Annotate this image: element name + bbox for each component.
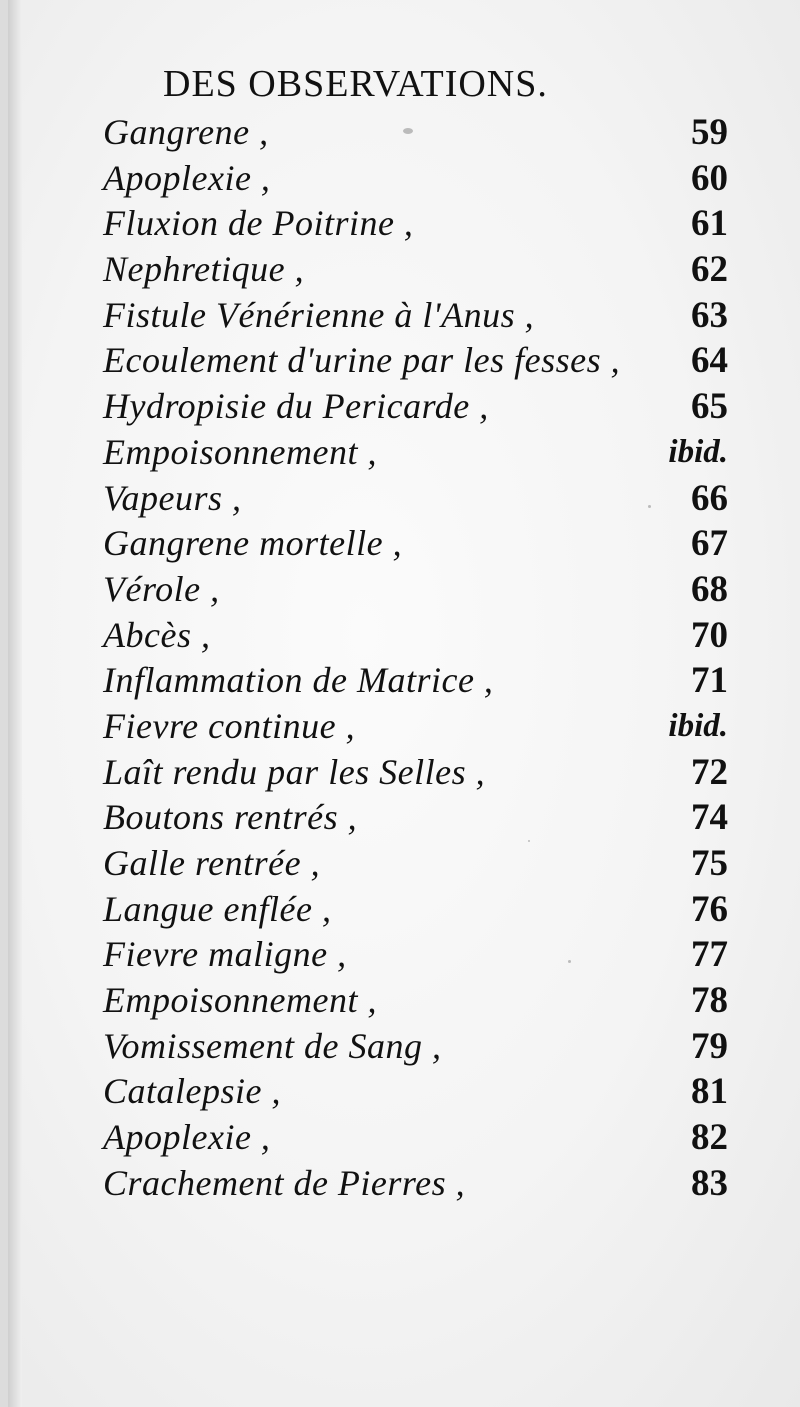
- toc-entry: [103, 201, 728, 247]
- entry-title: Laît rendu par les Selles ,: [103, 751, 486, 792]
- entry-title: Gangrene mortelle ,: [103, 523, 403, 564]
- entry-title: Crachement de Pierres ,: [103, 1162, 466, 1203]
- entry-page-number: 83: [691, 1162, 728, 1204]
- toc-entry: [103, 1115, 728, 1161]
- entry-title: Vapeurs ,: [103, 477, 242, 518]
- entry-page-number: 65: [691, 386, 728, 428]
- entry-title: Fistule Vénérienne à l'Anus ,: [103, 294, 535, 335]
- entry-title: Empoisonnement ,: [103, 980, 377, 1021]
- entry-title: Catalepsie ,: [103, 1071, 281, 1112]
- toc-entry: [103, 156, 728, 202]
- toc-entry: [103, 110, 728, 156]
- toc-entry: [103, 247, 728, 293]
- entry-title: Galle rentrée ,: [103, 843, 321, 883]
- toc-entry: [103, 521, 728, 567]
- toc-entry: [103, 841, 728, 887]
- entry-page-number: 68: [691, 568, 728, 610]
- toc-entry: [103, 1024, 728, 1070]
- entry-page-number: ibid.: [668, 707, 728, 744]
- paper-speck: [648, 505, 651, 508]
- toc-entry: [103, 1069, 728, 1115]
- entry-page-number: 70: [691, 614, 728, 656]
- entry-page-number: 74: [691, 797, 728, 839]
- entry-page-number: 75: [691, 843, 728, 884]
- toc-entry: [103, 887, 728, 933]
- paper-speck: [528, 840, 530, 842]
- toc-entry: [103, 338, 728, 384]
- toc-entry: [103, 430, 728, 476]
- toc-entry: [103, 293, 728, 339]
- book-page: [8, 0, 800, 1407]
- entry-page-number: 60: [691, 157, 728, 199]
- toc-entry: [103, 567, 728, 613]
- entry-title: Inflammation de Matrice ,: [103, 660, 494, 701]
- entry-title: Gangrene ,: [103, 112, 269, 152]
- entry-title: Nephretique ,: [103, 249, 305, 290]
- toc-entry: [103, 750, 728, 796]
- entry-page-number: 81: [691, 1071, 728, 1113]
- entry-page-number: 77: [691, 934, 728, 976]
- entry-page-number: 63: [691, 294, 728, 336]
- toc-entry: [103, 658, 728, 704]
- toc-entry: [103, 384, 728, 430]
- entry-title: Fievre maligne ,: [103, 934, 347, 975]
- entry-title: Vérole ,: [103, 568, 220, 609]
- entry-title: Fievre continue ,: [103, 705, 356, 746]
- entry-title: Apoplexie ,: [103, 1117, 271, 1158]
- paper-speck: [568, 960, 571, 963]
- entry-page-number: 78: [691, 980, 728, 1022]
- toc-entry: [103, 978, 728, 1024]
- entry-page-number: 64: [691, 340, 728, 382]
- entry-page-number: 59: [691, 112, 728, 153]
- page-gutter-shadow: [8, 0, 22, 1407]
- toc-entry: [103, 932, 728, 978]
- entry-title: Empoisonnement ,: [103, 431, 377, 472]
- entry-page-number: 67: [691, 523, 728, 565]
- entry-page-number: 66: [691, 477, 728, 519]
- paper-speck: [403, 128, 413, 134]
- entry-page-number: 82: [691, 1117, 728, 1159]
- entry-title: Langue enflée ,: [103, 888, 332, 929]
- toc-entry: [103, 613, 728, 659]
- toc-entry: [103, 704, 728, 750]
- page-header: DES OBSERVATIONS.: [163, 63, 548, 105]
- toc-entry: [103, 1161, 728, 1207]
- entry-title: Fluxion de Poitrine ,: [103, 203, 414, 244]
- entry-title: Hydropisie du Pericarde ,: [103, 386, 489, 427]
- entry-page-number: 72: [691, 751, 728, 793]
- toc-entry: [103, 795, 728, 841]
- entry-title: Boutons rentrés ,: [103, 797, 358, 838]
- table-of-contents: [103, 110, 728, 1207]
- entry-page-number: 76: [691, 888, 728, 930]
- toc-entry: [103, 476, 728, 522]
- entry-title: Ecoulement d'urine par les fesses ,: [103, 340, 621, 381]
- entry-page-number: 71: [691, 660, 728, 702]
- entry-page-number: 62: [691, 249, 728, 291]
- entry-page-number: 79: [691, 1025, 728, 1067]
- entry-page-number: 61: [691, 203, 728, 245]
- entry-title: Abcès ,: [103, 614, 211, 655]
- entry-title: Vomissement de Sang ,: [103, 1025, 442, 1066]
- entry-title: Apoplexie ,: [103, 157, 271, 198]
- entry-page-number: ibid.: [668, 433, 728, 470]
